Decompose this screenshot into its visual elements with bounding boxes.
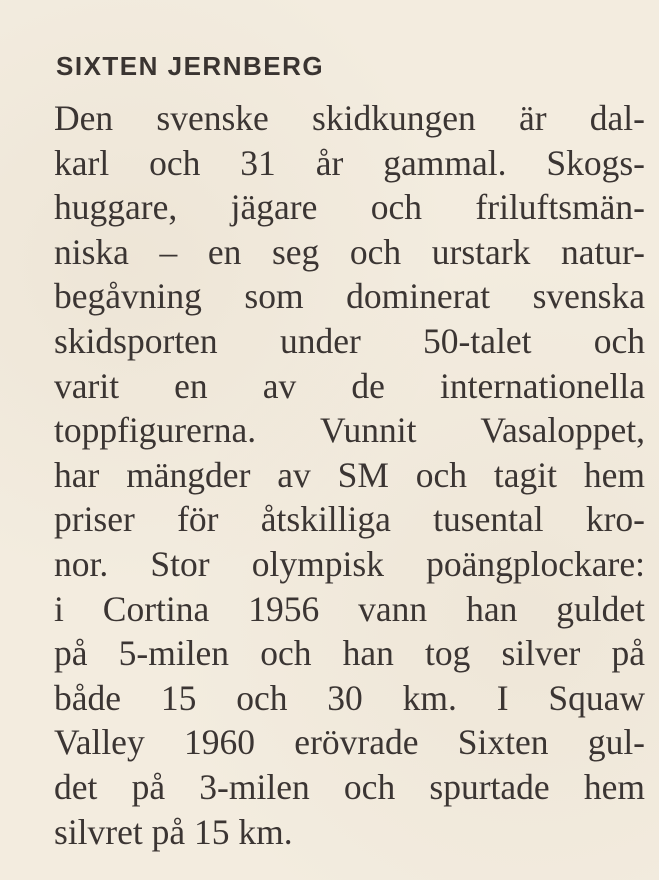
- body-line: priser för åtskilliga tusental kro-: [54, 499, 645, 540]
- body-line: både 15 och 30 km. I Squaw: [54, 677, 645, 718]
- body-line-last: silvret på 15 km.: [54, 811, 293, 852]
- body-line: huggare, jägare och friluftsmän-: [54, 187, 645, 228]
- article-body: [54, 96, 645, 854]
- body-line: toppfigurerna. Vunnit Vasaloppet,: [54, 410, 645, 451]
- body-line: på 5-milen och han tog silver på: [54, 633, 645, 674]
- body-line: skidsporten under 50-talet och: [54, 320, 645, 361]
- body-line: det på 3-milen och spurtade hem: [54, 766, 645, 807]
- body-line: nor. Stor olympisk poängplockare:: [54, 543, 645, 584]
- body-line: Valley 1960 erövrade Sixten gul-: [54, 722, 645, 763]
- body-line: varit en av de internationella: [54, 365, 645, 406]
- article-title: SIXTEN JERNBERG: [56, 51, 325, 81]
- body-line: niska – en seg och urstark natur-: [54, 231, 645, 272]
- body-line: i Cortina 1956 vann han guldet: [54, 588, 645, 629]
- body-line: begåvning som dominerat svenska: [54, 276, 645, 317]
- body-line: har mängder av SM och tagit hem: [54, 454, 645, 495]
- body-line: Den svenske skidkungen är dal-: [54, 98, 645, 138]
- body-line: karl och 31 år gammal. Skogs-: [54, 142, 645, 183]
